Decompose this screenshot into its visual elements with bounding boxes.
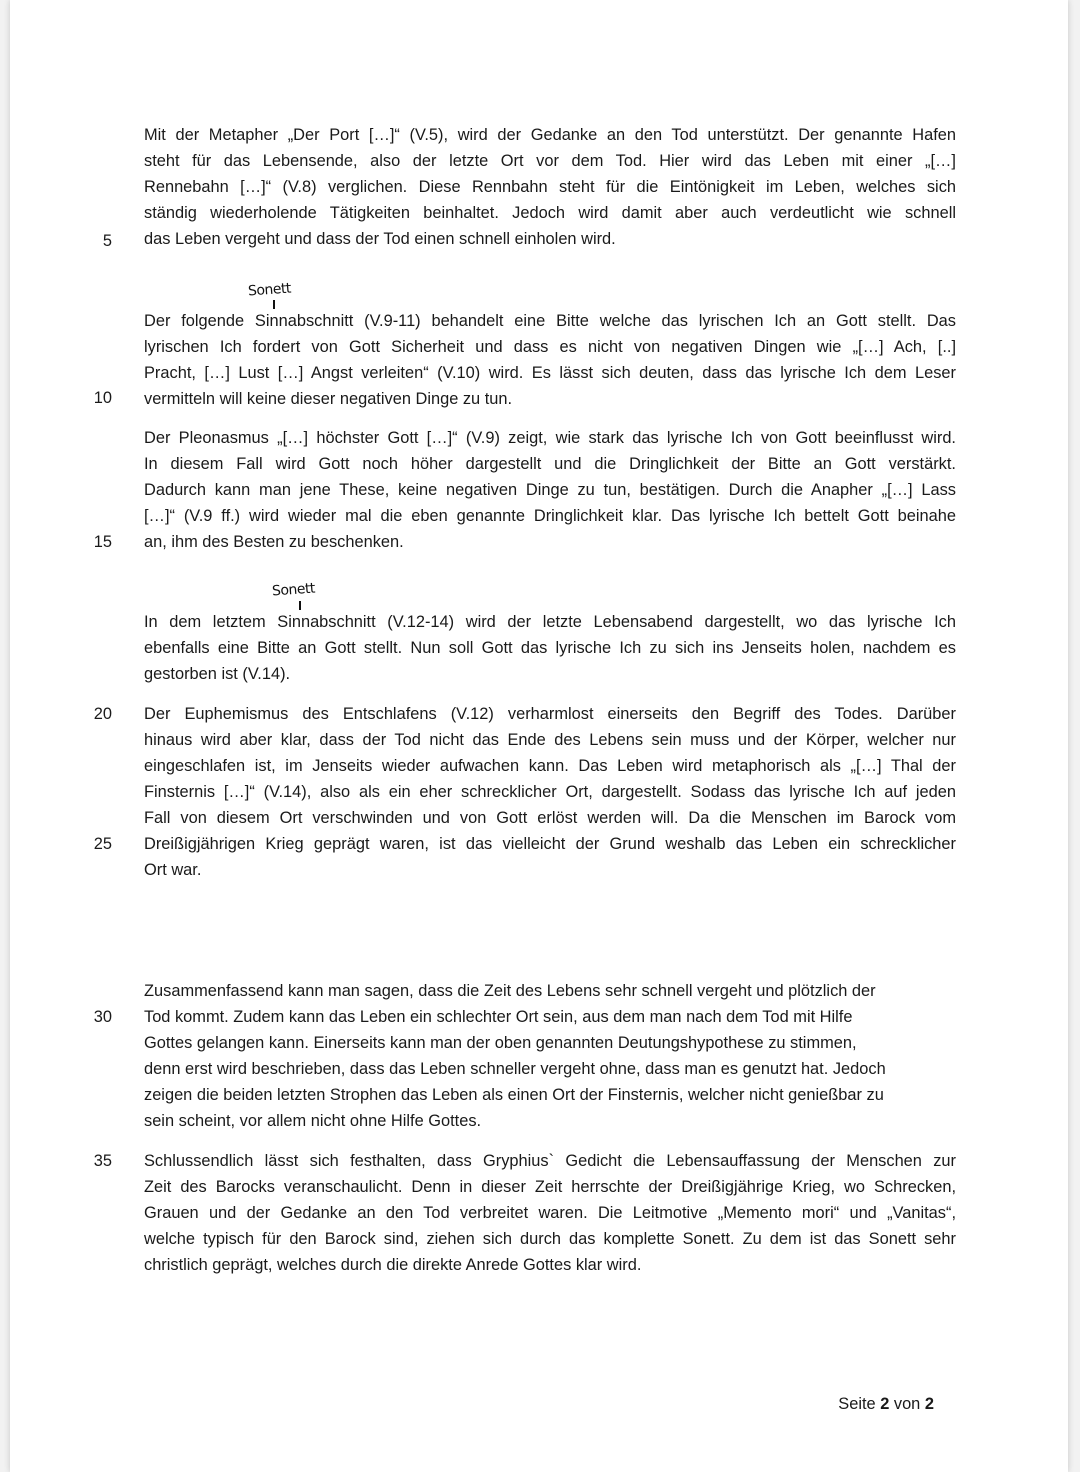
text-line: […]“ (V.9 ff.) wird wieder mal die eben genannte Dringlichkeit klar. Das lyrische Ich bettelt Gott beinahe <box>144 507 956 525</box>
text-line: denn erst wird beschrieben, dass das Leben schneller vergeht ohne, dass man es genutzt hat. Jedoch <box>144 1060 886 1078</box>
text-line: christlich geprägt, welches durch die direkte Anrede Gottes klar wird. <box>144 1256 642 1274</box>
page-label: Seite <box>838 1395 876 1413</box>
line-number: 15 <box>93 533 112 551</box>
page-total: 2 <box>924 1395 934 1413</box>
text-line: lyrischen Ich fordert von Gott Sicherheit und dass es nicht von negativen Dingen wie „[…] Ach, [..] <box>144 338 956 356</box>
text-line: Gottes gelangen kann. Einerseits kann man der oben genannten Deutungshypothese zu stimmen, <box>144 1034 857 1052</box>
text-line: steht für das Lebensende, also der letzte Ort vor dem Tod. Hier wird das Leben mit einer „[…] <box>144 152 956 170</box>
page-of-label: von <box>893 1395 921 1413</box>
document-page <box>10 0 1068 1472</box>
text-line: In dem letztem Sinnabschnitt (V.12-14) wird der letzte Lebensabend dargestellt, wo das lyrische Ich <box>144 613 956 631</box>
text-line: zeigen die beiden letzten Strophen das Leben als einen Ort der Finsternis, welcher nicht genießbar zu <box>144 1086 884 1104</box>
text-line: In diesem Fall wird Gott noch höher dargestellt und die Dringlichkeit der Bitte an Gott verstärkt. <box>144 455 956 473</box>
text-line: Schlussendlich lässt sich festhalten, dass Gryphius` Gedicht die Lebensauffassung der Menschen zur <box>144 1152 956 1170</box>
text-line: Zusammenfassend kann man sagen, dass die Zeit des Lebens sehr schnell vergeht und plötzlich der <box>144 982 876 1000</box>
text-line: gestorben ist (V.14). <box>144 665 291 683</box>
text-line: Zeit des Barocks veranschaulicht. Denn in dieser Zeit herrschte der Dreißigjährige Krieg, wo Schrecken, <box>144 1178 956 1196</box>
line-number: 30 <box>93 1008 112 1026</box>
handwritten-note: Sonett <box>271 580 316 600</box>
handwritten-note: Sonett <box>247 280 292 300</box>
text-line: vermitteln will keine dieser negativen Dinge zu tun. <box>144 390 513 408</box>
text-line: Pracht, […] Lust […] Angst verleiten“ (V.10) wird. Es lässt sich deuten, dass das lyrische Ich dem Leser <box>144 364 956 382</box>
text-line: Der Pleonasmus „[…] höchster Gott […]“ (V.9) zeigt, wie stark das lyrische Ich von Gott beeinflusst wird. <box>144 429 956 447</box>
text-line: welche typisch für den Barock sind, ziehen sich durch das komplette Sonett. Zu dem ist das Sonett sehr <box>144 1230 956 1248</box>
line-number: 25 <box>93 835 112 853</box>
text-line: Mit der Metapher „Der Port […]“ (V.5), wird der Gedanke an den Tod unterstützt. Der genannte Hafen <box>144 126 956 144</box>
text-line: Rennebahn […]“ (V.8) verglichen. Diese Rennbahn steht für die Eintönigkeit im Leben, welches sich <box>144 178 956 196</box>
text-line: das Leben vergeht und dass der Tod einen schnell einholen wird. <box>144 230 616 248</box>
line-number: 20 <box>93 705 112 723</box>
text-line: Dreißigjährigen Krieg geprägt waren, ist das vielleicht der Grund weshalb das Leben ein schrecklicher <box>144 835 956 853</box>
text-line: hinaus wird aber klar, dass der Tod nicht das Ende des Lebens sein muss und der Körper, welcher nur <box>144 731 956 749</box>
text-line: an, ihm des Besten zu beschenken. <box>144 533 404 551</box>
text-line: Finsternis […]“ (V.14), also als ein eher schrecklicher Ort, dargestellt. Sodass das lyrische Ich auf jeden <box>144 783 956 801</box>
text-line: ebenfalls eine Bitte an Gott stellt. Nun soll Gott das lyrische Ich zu sich ins Jenseits holen, nachdem es <box>144 639 956 657</box>
line-number: 10 <box>93 389 112 407</box>
text-line: Der folgende Sinnabschnitt (V.9-11) behandelt eine Bitte welche das lyrischen Ich an Gott stellt. Das <box>144 312 956 330</box>
text-line: sein scheint, vor allem nicht ohne Hilfe Gottes. <box>144 1112 482 1130</box>
page-indicator <box>838 1392 934 1416</box>
line-number: 5 <box>102 232 112 250</box>
text-line: Dadurch kann man jene These, keine negativen Dinge zu tun, bestätigen. Durch die Anapher „[…] Lass <box>144 481 956 499</box>
text-line: Der Euphemismus des Entschlafens (V.12) verharmlost einerseits den Begriff des Todes. Darüber <box>144 705 956 723</box>
line-number: 35 <box>93 1152 112 1170</box>
text-line: ständig wiederholende Tätigkeiten beinhaltet. Jedoch wird damit aber auch verdeutlicht wie schnell <box>144 204 956 222</box>
text-line: Fall von diesem Ort verschwinden und von Gott erlöst werden will. Da die Menschen im Barock vom <box>144 809 956 827</box>
text-line: eingeschlafen ist, im Jenseits wieder aufwachen kann. Das Leben wird metaphorisch als „[…] Thal der <box>144 757 956 775</box>
text-line: Ort war. <box>144 861 202 879</box>
text-line: Grauen und der Gedanke an den Tod verbreitet waren. Die Leitmotive „Memento mori“ und „Vanitas“, <box>144 1204 956 1222</box>
text-line: Tod kommt. Zudem kann das Leben ein schlechter Ort sein, aus dem man nach dem Tod mit Hilfe <box>144 1008 853 1026</box>
page-current: 2 <box>880 1395 890 1413</box>
